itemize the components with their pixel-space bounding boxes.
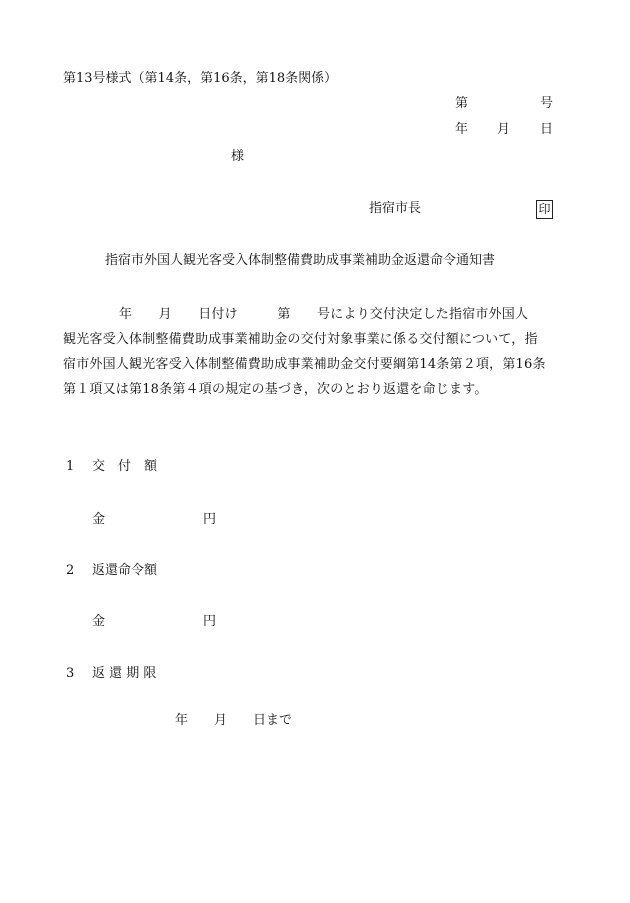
date-year: 年 [455,122,469,137]
addressee-suffix: 様 [231,149,245,164]
reference-go: 号 [540,96,554,111]
issuer: 指宿市長 [369,201,422,216]
reference-dai: 第 [455,96,469,111]
body-line-1: 年 月 日付け 第 号により交付決定した指宿市外国人 [119,307,529,322]
section-1-label: 交 付 額 [92,459,158,474]
section-2-label: 返還命令額 [92,563,158,578]
section-3-deadline: 年 月 日まで [175,713,293,728]
section-3-number: 3 [66,666,75,681]
form-number: 第13号様式（第14条，第16条，第18条関係） [63,71,338,86]
section-1-amount-prefix: 金 [92,512,106,527]
section-1-number: 1 [66,459,75,474]
date-day: 日 [540,122,554,137]
section-2-amount-prefix: 金 [92,614,106,629]
body-line-2: 観光客受入体制整備費助成事業補助金の交付対象事業に係る交付額について，指 [63,332,538,347]
body-line-3: 宿市外国人観光客受入体制整備費助成事業補助金交付要綱第14条第２項，第16条 [63,357,546,372]
seal-stamp: 印 [536,200,553,219]
body-line-4: 第１項又は第18条第４項の規定の基づき，次のとおり返還を命じます。 [63,382,488,397]
document-title: 指宿市外国人観光客受入体制整備費助成事業補助金返還命令通知書 [105,253,496,268]
section-2-amount-unit: 円 [203,614,217,629]
body-paragraph [63,302,568,402]
section-2-number: 2 [66,563,75,578]
section-1-amount-unit: 円 [203,512,217,527]
section-3-label: 返 還 期 限 [92,666,157,681]
date-month: 月 [497,122,511,137]
